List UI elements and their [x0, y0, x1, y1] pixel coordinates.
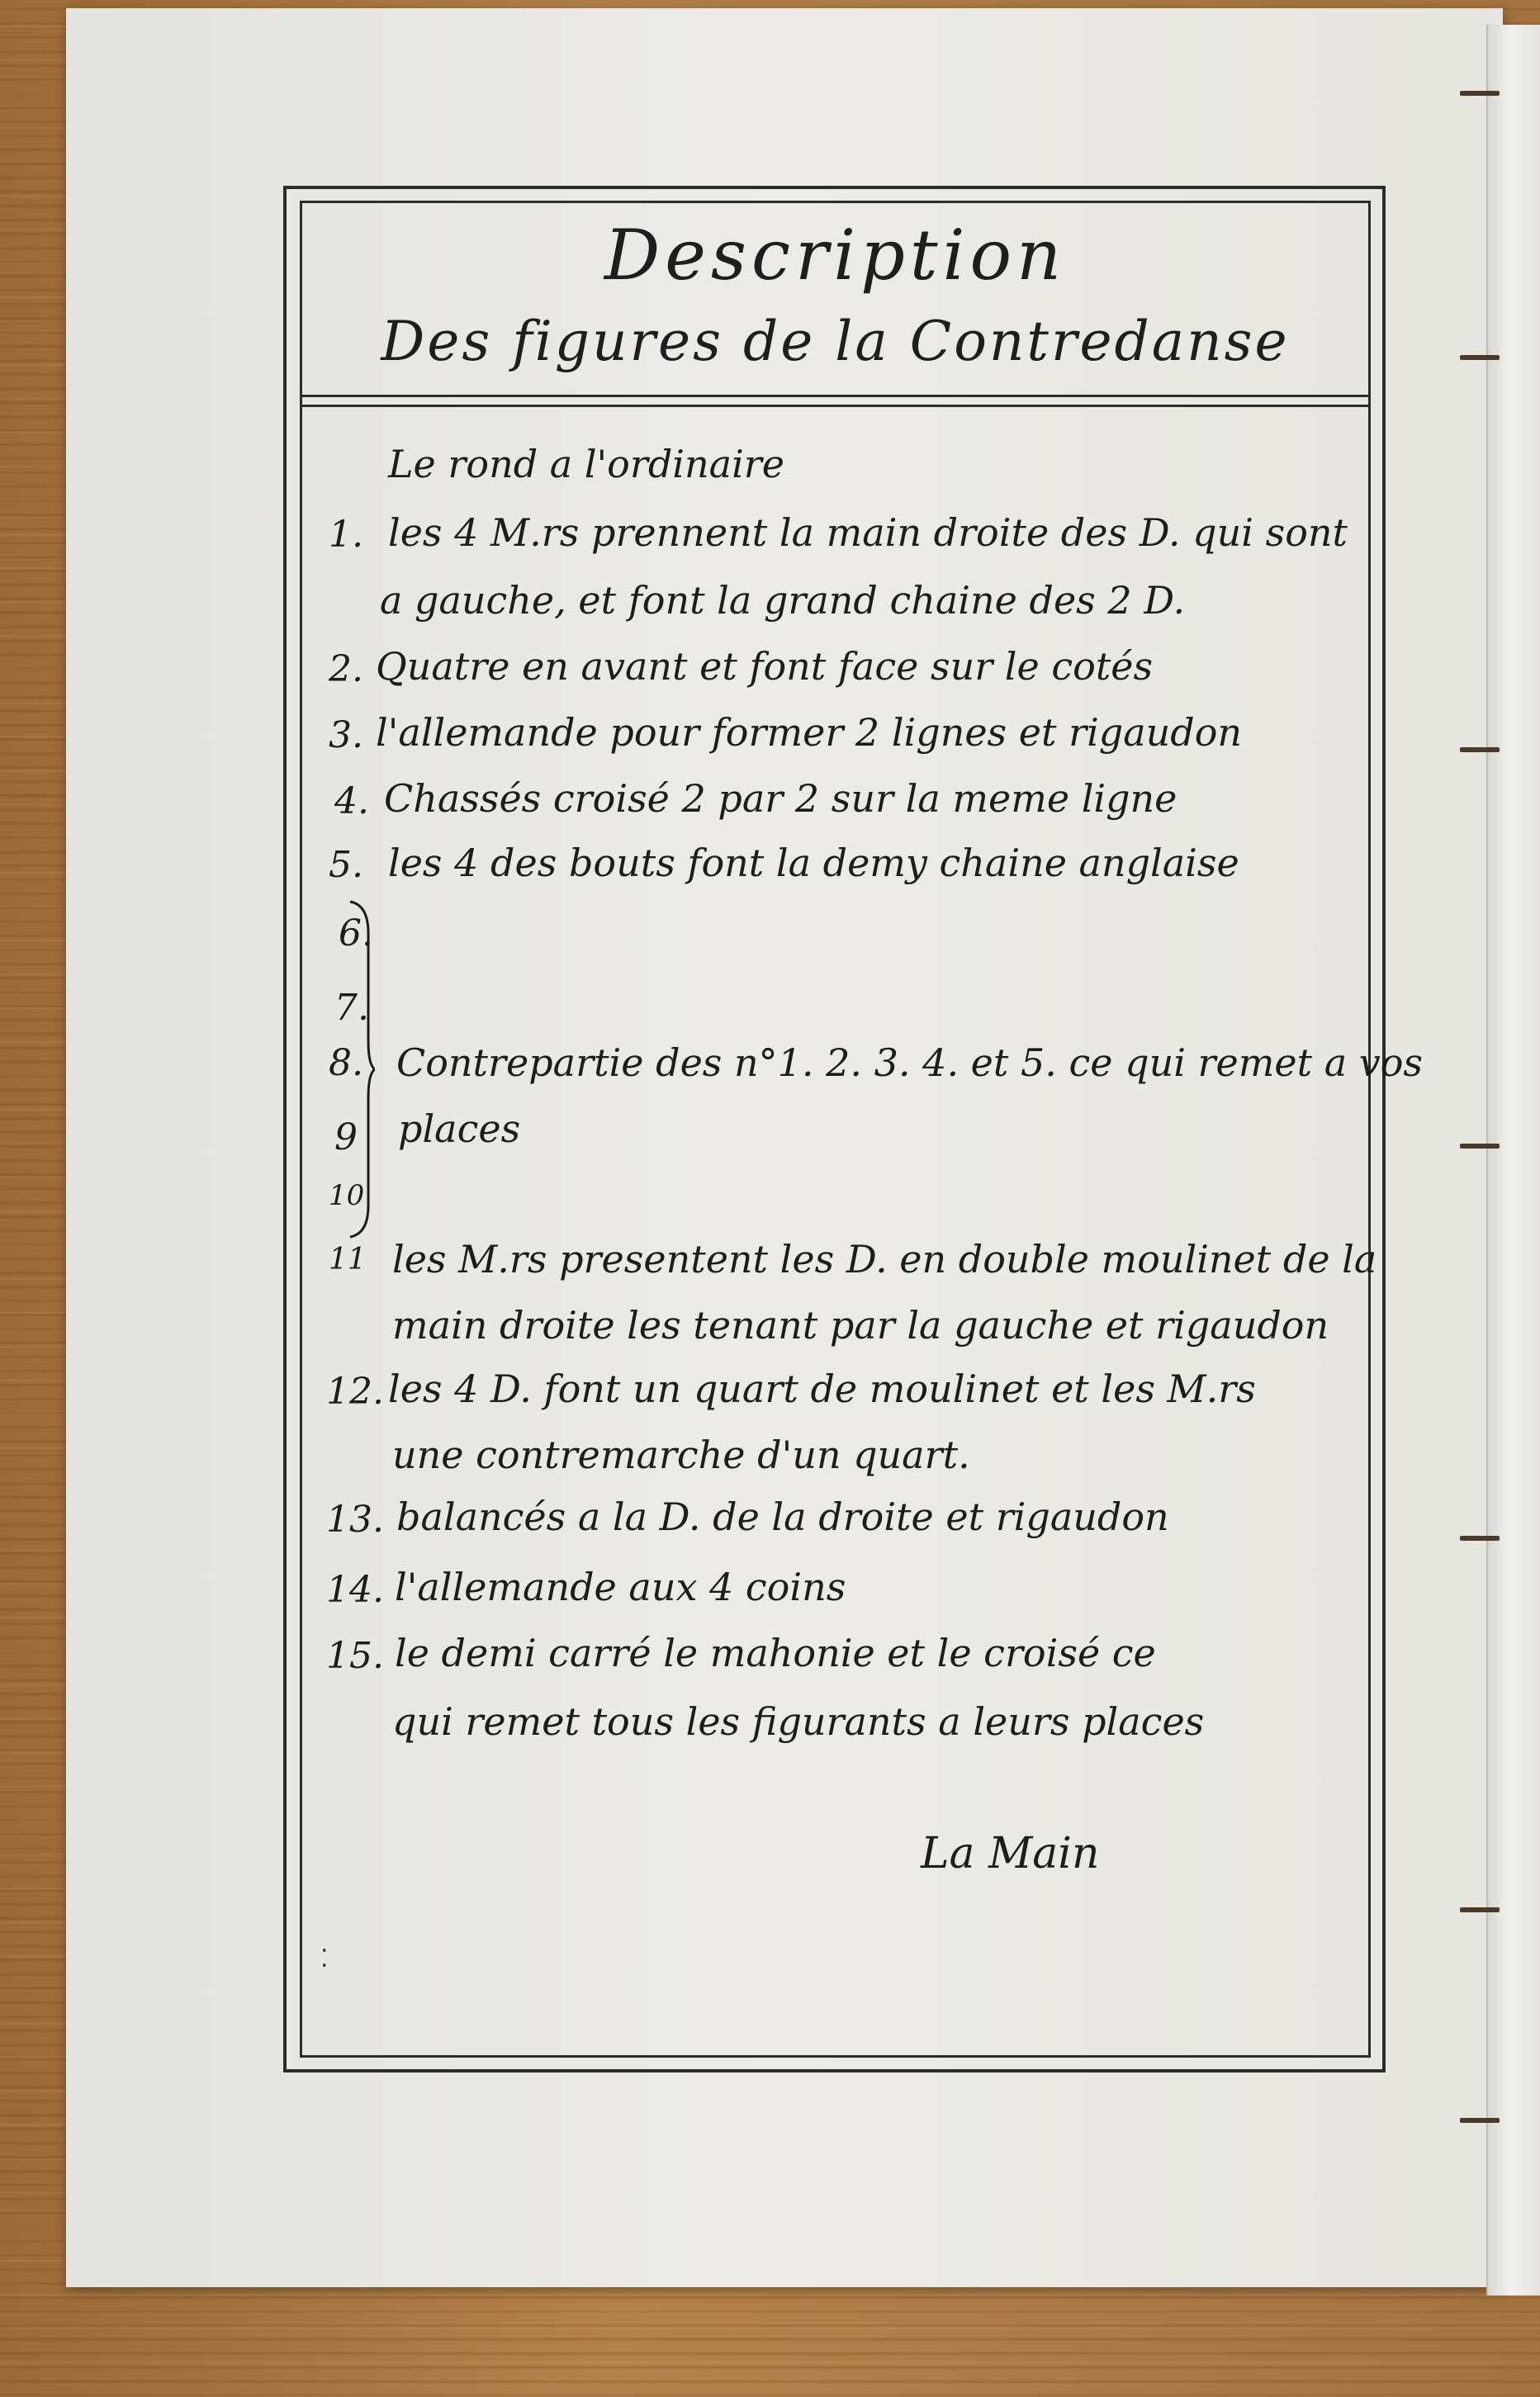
- curly-brace: [345, 900, 375, 1239]
- binding-stitch: [1460, 355, 1500, 360]
- binding-stitch: [1460, 1907, 1500, 1912]
- title-rule: [300, 395, 1371, 397]
- entry-line: a gauche, et font la grand chaine des 2 D.: [380, 578, 1186, 623]
- entry-number: 13.: [326, 1499, 384, 1541]
- entry-line: les M.rs presentent les D. en double moulinet de la: [392, 1237, 1377, 1281]
- entry-number: 7.: [334, 987, 369, 1029]
- entry-line: main droite les tenant par la gauche et rigaudon: [392, 1303, 1329, 1348]
- entry-number: 6.: [339, 912, 373, 955]
- entry-number: 8.: [329, 1042, 363, 1084]
- entry-number: 2.: [329, 648, 363, 690]
- entry-line: les 4 M.rs prennent la main droite des D. qui sont: [388, 510, 1348, 555]
- entry-number: 12.: [326, 1371, 384, 1413]
- adjacent-page-edge: [1486, 25, 1540, 2295]
- binding-stitch: [1460, 1536, 1500, 1541]
- entry-line: Chassés croisé 2 par 2 sur la meme ligne: [384, 776, 1178, 821]
- entry-number: 1.: [329, 514, 363, 556]
- entry-number: 4.: [334, 780, 369, 822]
- signature: La Main: [921, 1829, 1100, 1878]
- entry-line: les 4 des bouts font la demy chaine anglaise: [388, 841, 1239, 885]
- entry-number: 5.: [329, 844, 363, 886]
- intro-line: Le rond a l'ordinaire: [388, 442, 784, 486]
- entry-number: 15.: [326, 1635, 384, 1677]
- title-rule: [300, 405, 1371, 407]
- entry-line: Quatre en avant et font face sur le cotés: [376, 644, 1154, 689]
- entry-line: Contrepartie des n°1. 2. 3. 4. et 5. ce qui remet a vos: [396, 1040, 1424, 1085]
- entry-number: 10: [329, 1179, 365, 1212]
- entry-line: qui remet tous les figurants a leurs places: [392, 1699, 1205, 1744]
- entry-line: places: [398, 1106, 521, 1151]
- binding-stitch: [1460, 2118, 1500, 2123]
- entry-line: l'allemande pour former 2 lignes et rigaudon: [376, 710, 1243, 755]
- entry-line: le demi carré le mahonie et le croisé ce: [395, 1631, 1156, 1675]
- entry-number: 11: [329, 1243, 367, 1277]
- binding-stitch: [1460, 1144, 1500, 1149]
- entry-line: les 4 D. font un quart de moulinet et les M.rs: [388, 1367, 1256, 1411]
- entry-number: 3.: [329, 714, 363, 756]
- ink-marks: ⁚: [320, 1945, 329, 1973]
- page-title: Description: [604, 215, 1067, 296]
- binding-stitch: [1460, 747, 1500, 752]
- entry-line: balancés a la D. de la droite et rigaudon: [396, 1495, 1169, 1539]
- entry-line: une contremarche d'un quart.: [392, 1433, 970, 1477]
- entry-number: 9: [334, 1116, 358, 1158]
- entry-line: l'allemande aux 4 coins: [395, 1565, 846, 1609]
- page-subtitle: Des figures de la Contredanse: [381, 310, 1290, 373]
- entry-number: 14.: [326, 1569, 384, 1611]
- binding-stitch: [1460, 91, 1500, 96]
